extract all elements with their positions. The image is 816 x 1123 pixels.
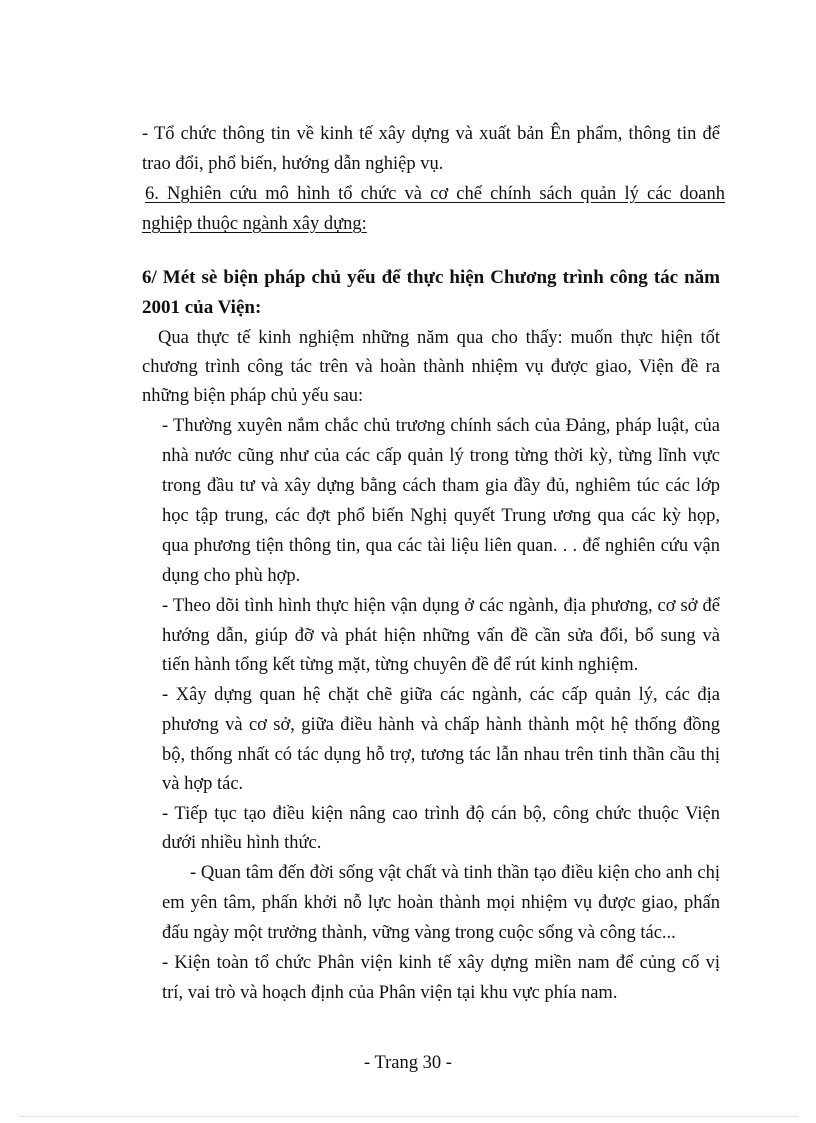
text-line: học tập trung, các đợt phổ biến Nghị quyết Trung ương qua các kỳ họp, — [162, 506, 720, 526]
text-line: dưới nhiều hình thức. — [162, 833, 322, 853]
text-line: bộ, thống nhất có tác dụng hỗ trợ, tương tác lẫn nhau trên tinh thần cầu thị — [162, 745, 720, 765]
text-line: và hợp tác. — [162, 774, 244, 794]
text-line: - Tiếp tục tạo điều kiện nâng cao trình độ cán bộ, công chức thuộc Viện — [162, 804, 720, 824]
text-line: dụng cho phù hợp. — [162, 566, 301, 586]
text-line: 6. Nghiên cứu mô hình tổ chức và cơ chế chính sách quản lý các doanh — [145, 184, 725, 204]
page-number: - Trang 30 - — [364, 1053, 452, 1073]
text-line: hướng dẫn, giúp đỡ và phát hiện những vấn đề cần sửa đổi, bổ sung và — [162, 626, 720, 646]
text-line: - Xây dựng quan hệ chặt chẽ giữa các ngành, các cấp quản lý, các địa — [162, 685, 720, 705]
text-line: - Quan tâm đến đời sống vật chất và tinh thần tạo điều kiện cho anh chị — [190, 863, 720, 883]
text-line: những biện pháp chủ yếu sau: — [142, 386, 364, 406]
text-line: nhà nước cũng như của các cấp quản lý trong từng thời kỳ, từng lĩnh vực — [162, 446, 720, 466]
text-line: em yên tâm, phấn khởi nỗ lực hoàn thành mọi nhiệm vụ được giao, phấn — [162, 893, 720, 913]
text-line: - Tổ chức thông tin về kinh tế xây dựng và xuất bản Ên phẩm, thông tin để — [142, 124, 720, 144]
text-line: phương và cơ sở, giữa điều hành và chấp hành thành một hệ thống đồng — [162, 715, 720, 735]
text-line: qua phương tiện thông tin, qua các tài liệu liên quan. . . để nghiên cứu vận — [162, 536, 720, 556]
text-line: trí, vai trò và hoạch định của Phân viện tại khu vực phía nam. — [162, 983, 618, 1003]
text-line: Qua thực tế kinh nghiệm những năm qua cho thấy: muốn thực hiện tốt — [158, 328, 720, 348]
text-line: - Kiện toàn tổ chức Phân viện kinh tế xây dựng miền nam để củng cố vị — [162, 953, 720, 973]
text-line: nghiệp thuộc ngành xây dựng: — [142, 214, 367, 234]
text-line: - Thường xuyên nắm chắc chủ trương chính sách của Đảng, pháp luật, của — [162, 416, 720, 436]
text-line: trao đổi, phổ biến, hướng dẫn nghiệp vụ. — [142, 154, 444, 174]
section-heading: 2001 của Viện: — [142, 297, 262, 318]
text-line: đấu ngày một trưởng thành, vững vàng trong cuộc sống và công tác... — [162, 923, 676, 943]
text-line: - Theo dõi tình hình thực hiện vận dụng ở các ngành, địa phương, cơ sở để — [162, 596, 720, 616]
section-heading: 6/ Mét sè biện pháp chủ yếu để thực hiện Chương trình công tác năm — [142, 267, 720, 288]
text-line: chương trình công tác trên và hoàn thành nhiệm vụ được giao, Viện đề ra — [142, 357, 720, 377]
text-line: trong đầu tư và xây dựng bằng cách tham gia đầy đủ, nghiêm túc các lớp — [162, 476, 720, 496]
text-line: tiến hành tổng kết từng mặt, từng chuyên đề để rút kinh nghiệm. — [162, 655, 639, 675]
page-bottom-divider — [20, 1116, 796, 1117]
